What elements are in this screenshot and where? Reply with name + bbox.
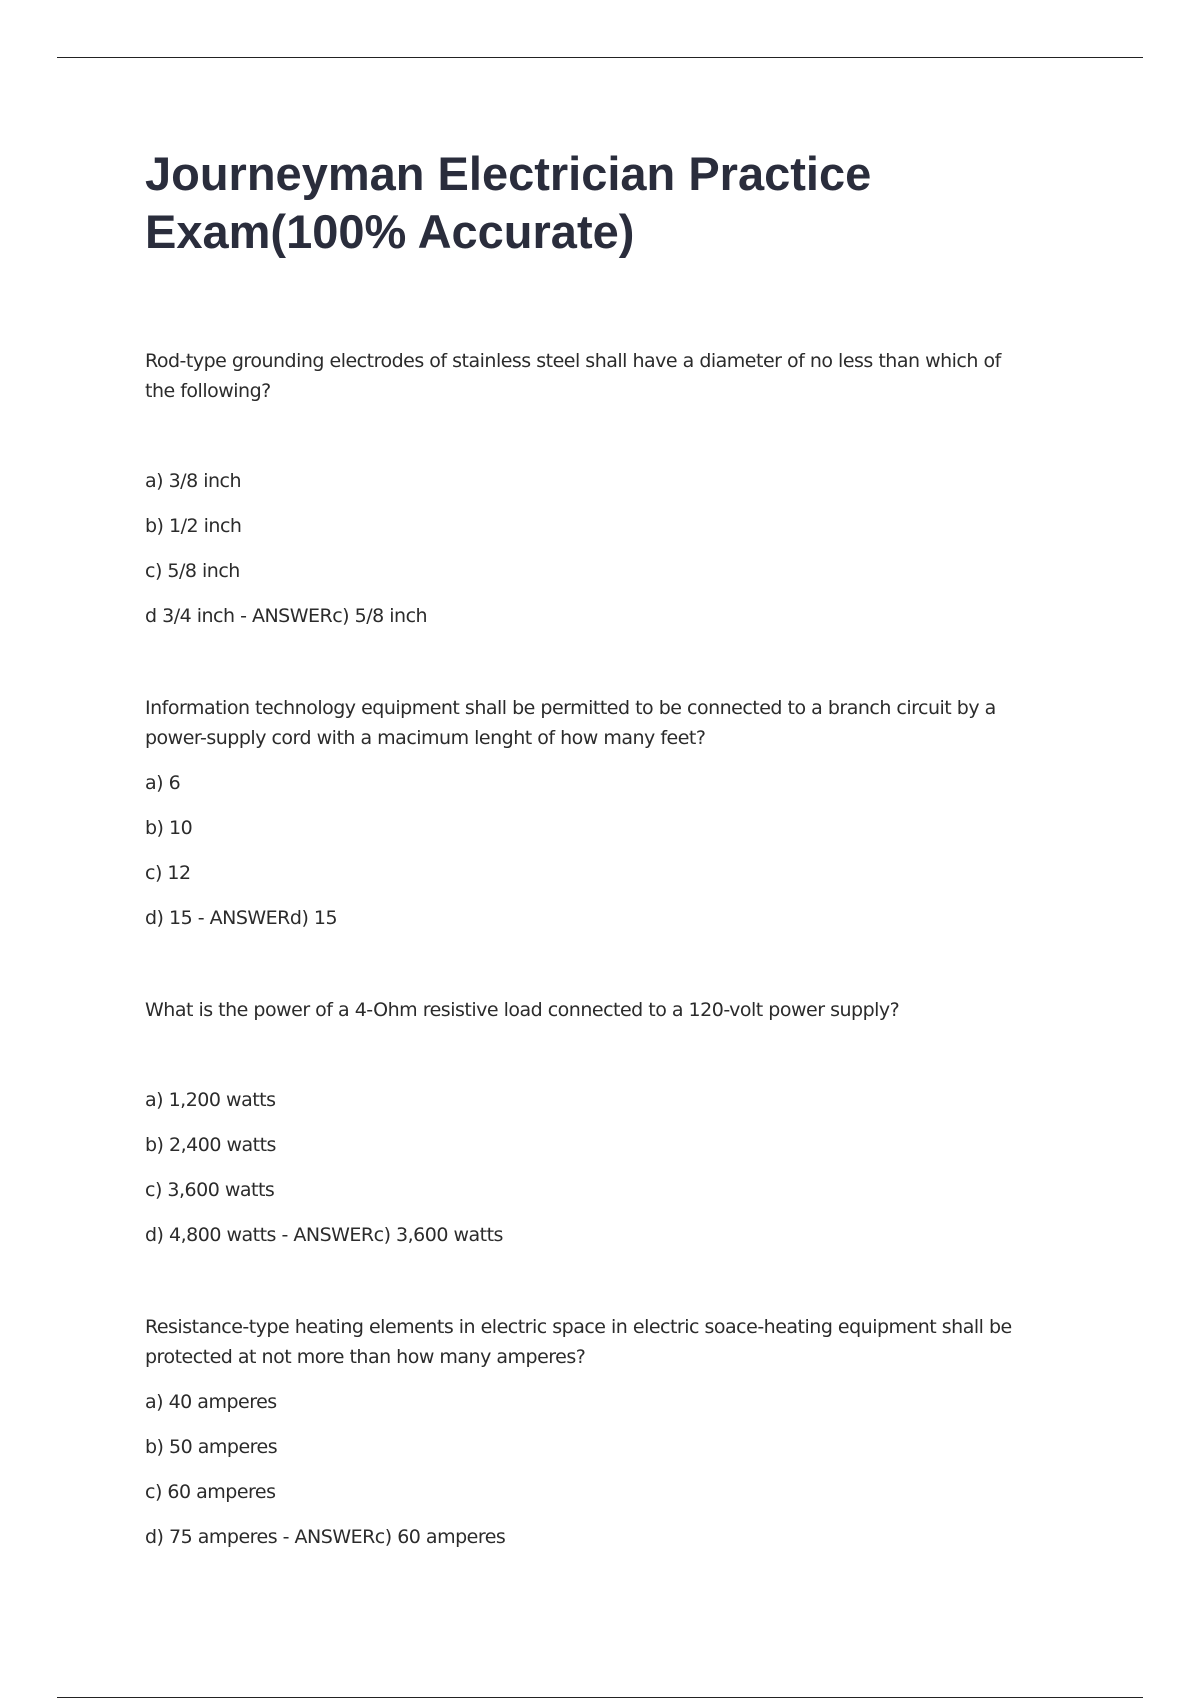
option-a: a) 1,200 watts bbox=[145, 1089, 276, 1111]
option-a: a) 40 amperes bbox=[145, 1391, 277, 1413]
option-d-with-answer: d) 75 amperes - ANSWERc) 60 amperes bbox=[145, 1526, 506, 1548]
bottom-divider bbox=[57, 1697, 1143, 1698]
answer-options bbox=[145, 768, 1045, 933]
question-block bbox=[145, 346, 1045, 631]
answer-options bbox=[145, 466, 1045, 631]
option-b: b) 1/2 inch bbox=[145, 515, 242, 537]
option-c: c) 3,600 watts bbox=[145, 1179, 275, 1201]
option-d-with-answer: d 3/4 inch - ANSWERc) 5/8 inch bbox=[145, 605, 428, 627]
option-d-with-answer: d) 15 - ANSWERd) 15 bbox=[145, 907, 338, 929]
top-divider bbox=[57, 57, 1143, 58]
option-c: c) 5/8 inch bbox=[145, 560, 240, 582]
option-c: c) 12 bbox=[145, 862, 191, 884]
question-block bbox=[145, 1312, 1045, 1552]
option-a: a) 6 bbox=[145, 772, 181, 794]
option-a: a) 3/8 inch bbox=[145, 470, 242, 492]
answer-options bbox=[145, 1387, 1045, 1552]
question-text: What is the power of a 4-Ohm resistive load connected to a 120-volt power supply? bbox=[145, 999, 900, 1021]
option-b: b) 2,400 watts bbox=[145, 1134, 276, 1156]
question-text: Rod-type grounding electrodes of stainless steel shall have a diameter of no less than which of the following? bbox=[145, 350, 1001, 402]
question-block bbox=[145, 995, 1045, 1250]
option-d-with-answer: d) 4,800 watts - ANSWERc) 3,600 watts bbox=[145, 1224, 503, 1246]
answer-options bbox=[145, 1085, 1045, 1250]
question-text: Information technology equipment shall be permitted to be connected to a branch circuit by a power-supply cord with a macimum lenght of how many feet? bbox=[145, 697, 996, 749]
question-block bbox=[145, 693, 1045, 933]
option-b: b) 50 amperes bbox=[145, 1436, 278, 1458]
option-b: b) 10 bbox=[145, 817, 193, 839]
option-c: c) 60 amperes bbox=[145, 1481, 276, 1503]
page-title: Journeyman Electrician Practice Exam(100% Accurate) bbox=[145, 147, 872, 258]
question-text: Resistance-type heating elements in electric space in electric soace-heating equipment shall be protected at not more than how many amperes? bbox=[145, 1316, 1012, 1368]
